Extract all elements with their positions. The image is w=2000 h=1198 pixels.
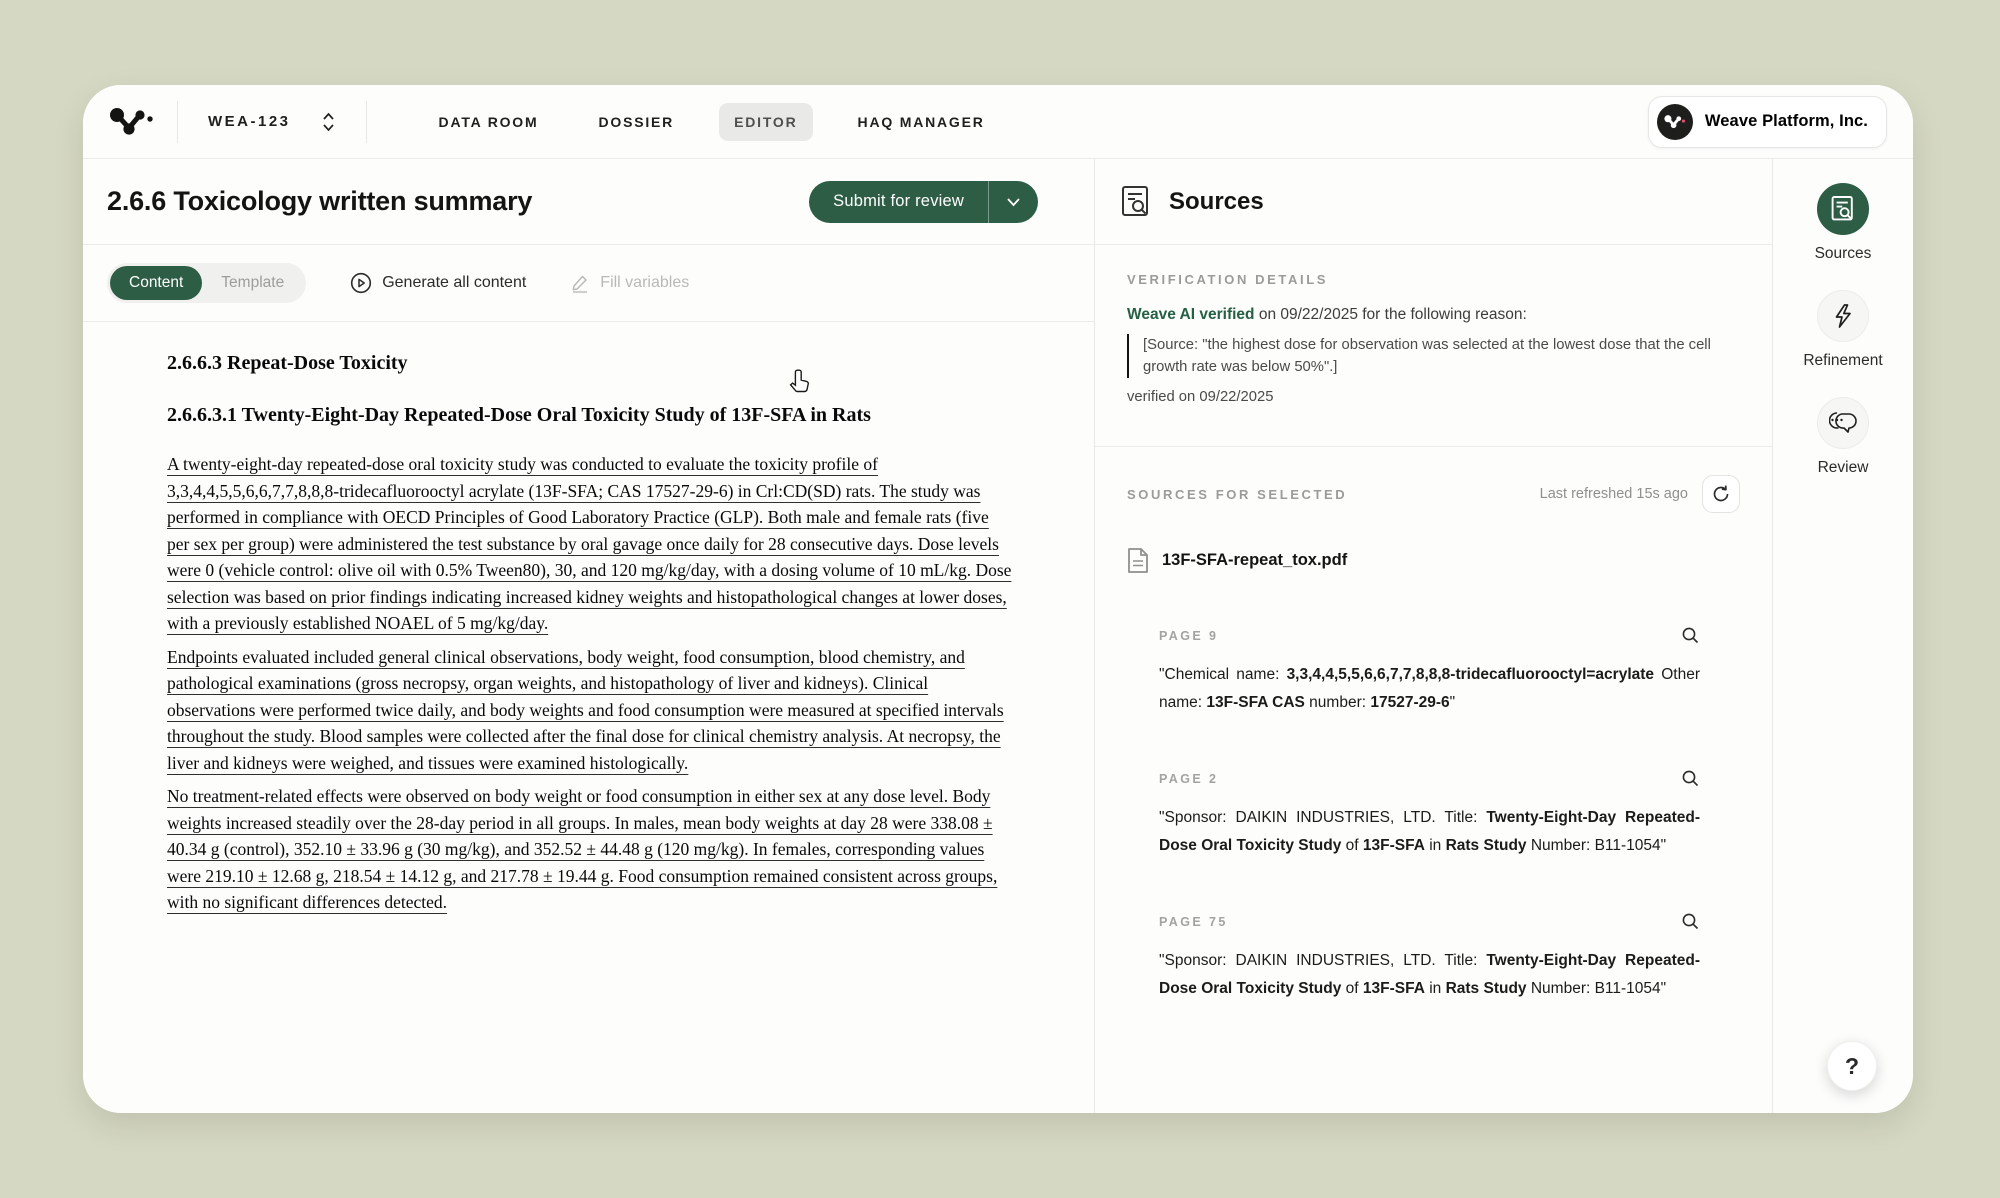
right-rail [1772, 159, 1913, 1113]
sources-for-selected-header [1127, 475, 1740, 513]
editor-header [83, 159, 1094, 245]
editor-column [83, 159, 1095, 1113]
doc-paragraph-results[interactable]: No treatment-related effects were observed on body weight or food consumption in either sex at any dose level. Body weights increased steadily over the 28-day period in all groups. In males, mean body weights at day 28 were 338.08 ± 40.34 g (control), 352.10 ± 33.96 g (30 mg/kg), and 352.52 ± 44.48 g (120 mg/kg). In females, corresponding values were 219.10 ± 12.68 g, 218.54 ± 14.12 g, and 217.78 ± 19.44 g. Food consumption remained consistent across groups, with no significant differences detected. [167, 786, 998, 912]
nav-item-dossier[interactable]: DOSSIER [598, 113, 675, 130]
verified-by-badge: Weave AI verified [1127, 306, 1255, 323]
chat-bubbles-icon [1829, 410, 1857, 436]
file-icon [1127, 547, 1149, 574]
rail-label-review: Review [1817, 459, 1869, 476]
rail-item-refinement[interactable] [1803, 290, 1882, 370]
submit-for-review-button[interactable] [809, 181, 1038, 223]
chevron-down-icon [1006, 197, 1021, 207]
source-quote: "Chemical name: 3,3,4,4,5,5,6,6,7,7,8,8,8-tridecafluorooctyl=acrylate Other name: 13F-SFA CAS number: 17527-29-6" [1159, 666, 1700, 711]
sources-panel-header [1095, 159, 1772, 245]
rail-label-sources: Sources [1814, 245, 1872, 262]
view-toggle [107, 263, 306, 303]
nav-item-haq-manager[interactable]: HAQ MANAGER [857, 113, 985, 130]
document-editor[interactable] [83, 322, 1094, 1113]
source-page-card [1159, 912, 1700, 1003]
submit-dropdown-toggle[interactable] [989, 197, 1038, 207]
rail-item-review[interactable] [1817, 397, 1869, 477]
source-quote: "Sponsor: DAIKIN INDUSTRIES, LTD. Title: Twenty-Eight-Day Repeated-Dose Oral Toxicity Study of 13F-SFA in Rats Study Number: B11-1054" [1159, 809, 1700, 854]
submit-label: Submit for review [833, 192, 964, 210]
page-title: 2.6.6 Toxicology written summary [107, 186, 533, 216]
generate-all-content-button[interactable] [350, 272, 526, 294]
help-button[interactable]: ? [1827, 1041, 1877, 1091]
page-number-label: PAGE 75 [1159, 914, 1228, 929]
inspect-source-button[interactable] [1681, 769, 1700, 788]
generate-all-content-label: Generate all content [382, 274, 527, 291]
editor-toolbar [83, 245, 1094, 322]
doc-paragraph-endpoints[interactable]: Endpoints evaluated included general clinical observations, body weight, food consumption, blood chemistry, and pathological examinations (gross necropsy, organ weights, and histopathology of liver and kidneys). Clinical observations were performed twice daily, and body weights and food consumption were measured at specified intervals throughout the study. Blood samples were collected after the final dose for clinical chemistry analysis. At necropsy, the liver and kidneys were weighed, and tissues were examined histologically. [167, 646, 1004, 773]
last-refreshed-text: Last refreshed 15s ago [1539, 486, 1688, 502]
sources-for-selected-label: SOURCES FOR SELECTED [1127, 486, 1348, 502]
page-number-label: PAGE 2 [1159, 771, 1219, 786]
source-quote: "Sponsor: DAIKIN INDUSTRIES, LTD. Title: Twenty-Eight-Day Repeated-Dose Oral Toxicity Study of 13F-SFA in Rats Study Number: B11-1054" [1159, 952, 1700, 997]
source-file-name: 13F-SFA-repeat_tox.pdf [1162, 551, 1348, 569]
project-switcher[interactable] [178, 110, 366, 134]
lightning-bolt-icon [1831, 303, 1855, 329]
verified-on-date: verified on 09/22/2025 [1127, 389, 1274, 405]
inspect-source-button[interactable] [1681, 626, 1700, 645]
nav-links [439, 114, 985, 130]
rail-label-refinement: Refinement [1803, 352, 1883, 369]
nav-divider [366, 101, 367, 143]
doc-heading-repeat-dose: 2.6.6.3 Repeat-Dose Toxicity [167, 352, 408, 374]
source-page-card [1159, 769, 1700, 860]
inspect-source-button[interactable] [1681, 912, 1700, 931]
refinement-rail-icon-circle [1817, 290, 1869, 342]
pencil-icon [570, 273, 590, 293]
source-file-row[interactable] [1127, 547, 1740, 574]
tab-content[interactable]: Content [110, 266, 202, 300]
rail-item-sources[interactable] [1815, 183, 1872, 263]
source-page-card [1159, 626, 1700, 717]
sources-for-selected-section [1095, 447, 1772, 1113]
sources-rail-icon-circle [1817, 183, 1869, 235]
document-search-icon [1831, 195, 1855, 223]
nav-item-data-room[interactable]: DATA ROOM [438, 113, 539, 130]
verification-status-line [1127, 306, 1736, 324]
doc-heading-study: 2.6.6.3.1 Twenty-Eight-Day Repeated-Dose Oral Toxicity Study of 13F-SFA in Rats [167, 404, 871, 426]
top-nav [83, 85, 1913, 159]
project-code: WEA-123 [208, 113, 291, 130]
doc-paragraph-study-design[interactable]: A twenty-eight-day repeated-dose oral toxicity study was conducted to evaluate the toxicity profile of 3,3,4,4,5,5,6,6,7,7,8,8,8-tridecafluorooctyl acrylate (13F-SFA; CAS 17527-29-6) in Crl:CD(SD) rats. The study was performed in compliance with OECD Principles of Good Laboratory Practice (GLP). Both male and female rats (five per sex per group) were administered the test substance by oral gavage once daily for 28 consecutive days. Dose levels were 0 (vehicle control: olive oil with 0.5% Tween80), 30, and 120 mg/kg/day, with a dosing volume of 10 mL/kg. Dose selection was based on prior findings indicating increased kidney weights and histopathological changes at lower doses, with a previously established NOAEL of 5 mg/kg/day. [167, 454, 1012, 633]
tab-template[interactable]: Template [221, 274, 285, 291]
sources-panel-title: Sources [1169, 187, 1264, 215]
play-circle-icon [350, 272, 372, 294]
org-account-button[interactable] [1648, 96, 1887, 148]
fill-variables-button[interactable] [570, 273, 689, 293]
page-number-label: PAGE 9 [1159, 628, 1219, 643]
molecule-logo-icon [109, 105, 155, 139]
magnifier-icon [1681, 769, 1700, 788]
verification-section-label: VERIFICATION DETAILS [1127, 272, 1329, 287]
verification-reason-quote: [Source: "the highest dose for observation was selected at the lowest dose that the cell growth rate was below 50%".] [1127, 334, 1727, 378]
refresh-icon [1711, 484, 1731, 504]
chevron-updown-icon [321, 110, 336, 134]
refresh-button[interactable] [1702, 475, 1740, 513]
magnifier-icon [1681, 912, 1700, 931]
document-search-icon [1121, 185, 1151, 219]
verification-details-section [1095, 245, 1772, 447]
org-name: Weave Platform, Inc. [1704, 112, 1868, 130]
weave-logo[interactable] [109, 105, 177, 139]
review-rail-icon-circle [1817, 397, 1869, 449]
molecule-logo-icon [1664, 114, 1686, 130]
app-window [83, 85, 1913, 1113]
nav-item-editor[interactable]: EDITOR [719, 103, 812, 141]
org-avatar [1657, 104, 1693, 140]
magnifier-icon [1681, 626, 1700, 645]
sources-panel [1095, 159, 1772, 1113]
fill-variables-label: Fill variables [600, 274, 690, 291]
verified-line-rest: on 09/22/2025 for the following reason: [1254, 306, 1527, 323]
